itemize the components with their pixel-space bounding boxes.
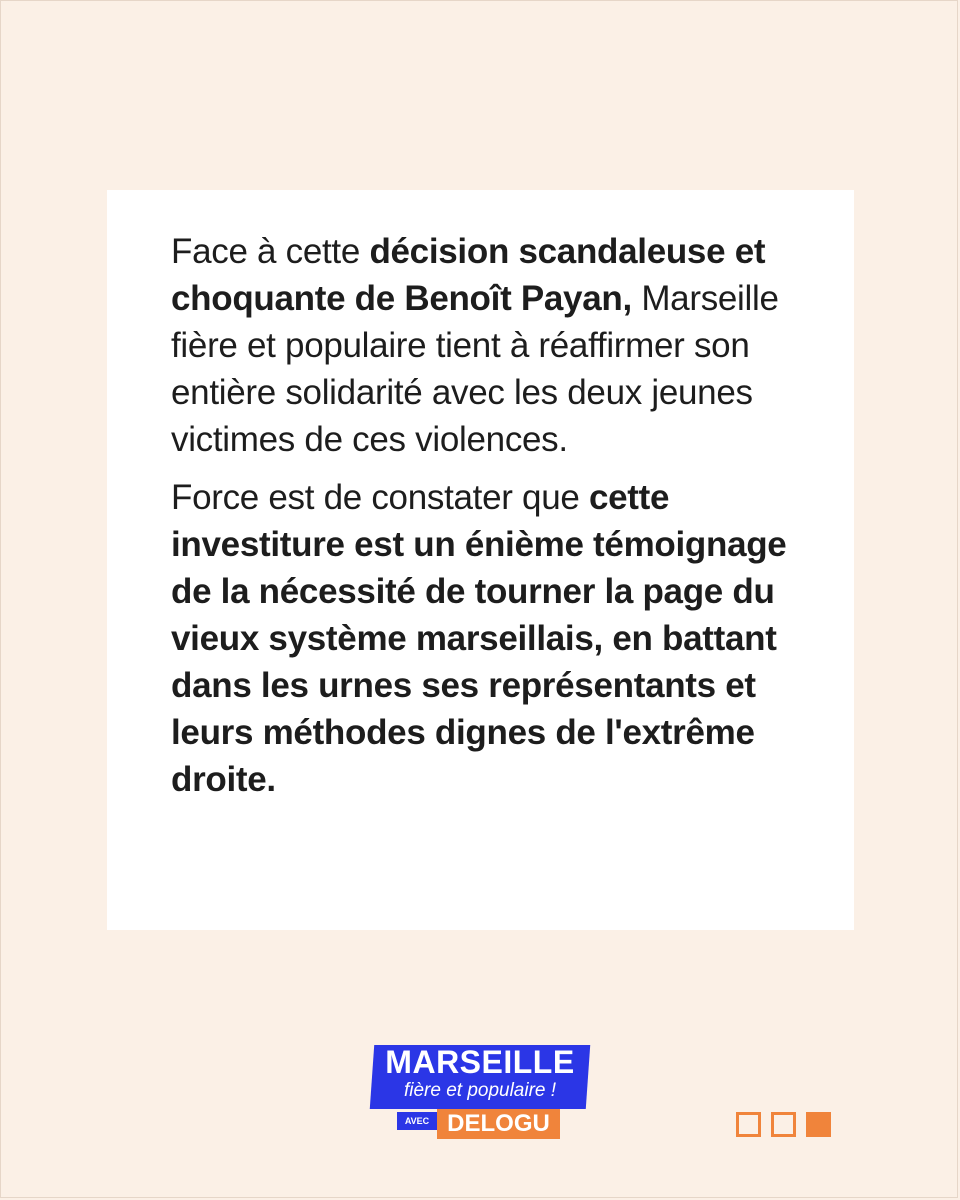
- carousel-slide-1-indicator: [736, 1112, 761, 1137]
- logo-name: DELOGU: [437, 1109, 560, 1139]
- paragraph-1-segment: Face à cette: [171, 232, 370, 271]
- carousel-progress-indicator: [736, 1112, 831, 1137]
- logo-avec: AVEC: [397, 1112, 437, 1130]
- statement-text: [171, 228, 811, 814]
- paragraph-2-bold-segment: cette investiture est un énième témoignage de la nécessité de tourner la page du vieux système marseillais, en battant dans les urnes ses représentants et leurs méthodes dignes de l'extrême droite.: [171, 478, 787, 799]
- paragraph-1-bold-segment: décision scandaleuse et choquante de Benoît Payan,: [171, 232, 766, 318]
- marseille-logo: [372, 1045, 588, 1140]
- paragraph-2-segment: Force est de constater que: [171, 478, 589, 517]
- carousel-slide-3-indicator: [806, 1112, 831, 1137]
- logo-subtitle: fière et populaire !: [403, 1080, 557, 1101]
- carousel-slide-2-indicator: [771, 1112, 796, 1137]
- logo-title: MARSEILLE: [385, 1044, 575, 1080]
- paragraph-2: [171, 474, 811, 803]
- paragraph-1: [171, 228, 811, 463]
- paragraph-1-segment: Marseille fière et populaire tient à réaffirmer son entière solidarité avec les deux jeunes victimes de ces violences.: [171, 279, 779, 459]
- statement-card: [107, 190, 854, 930]
